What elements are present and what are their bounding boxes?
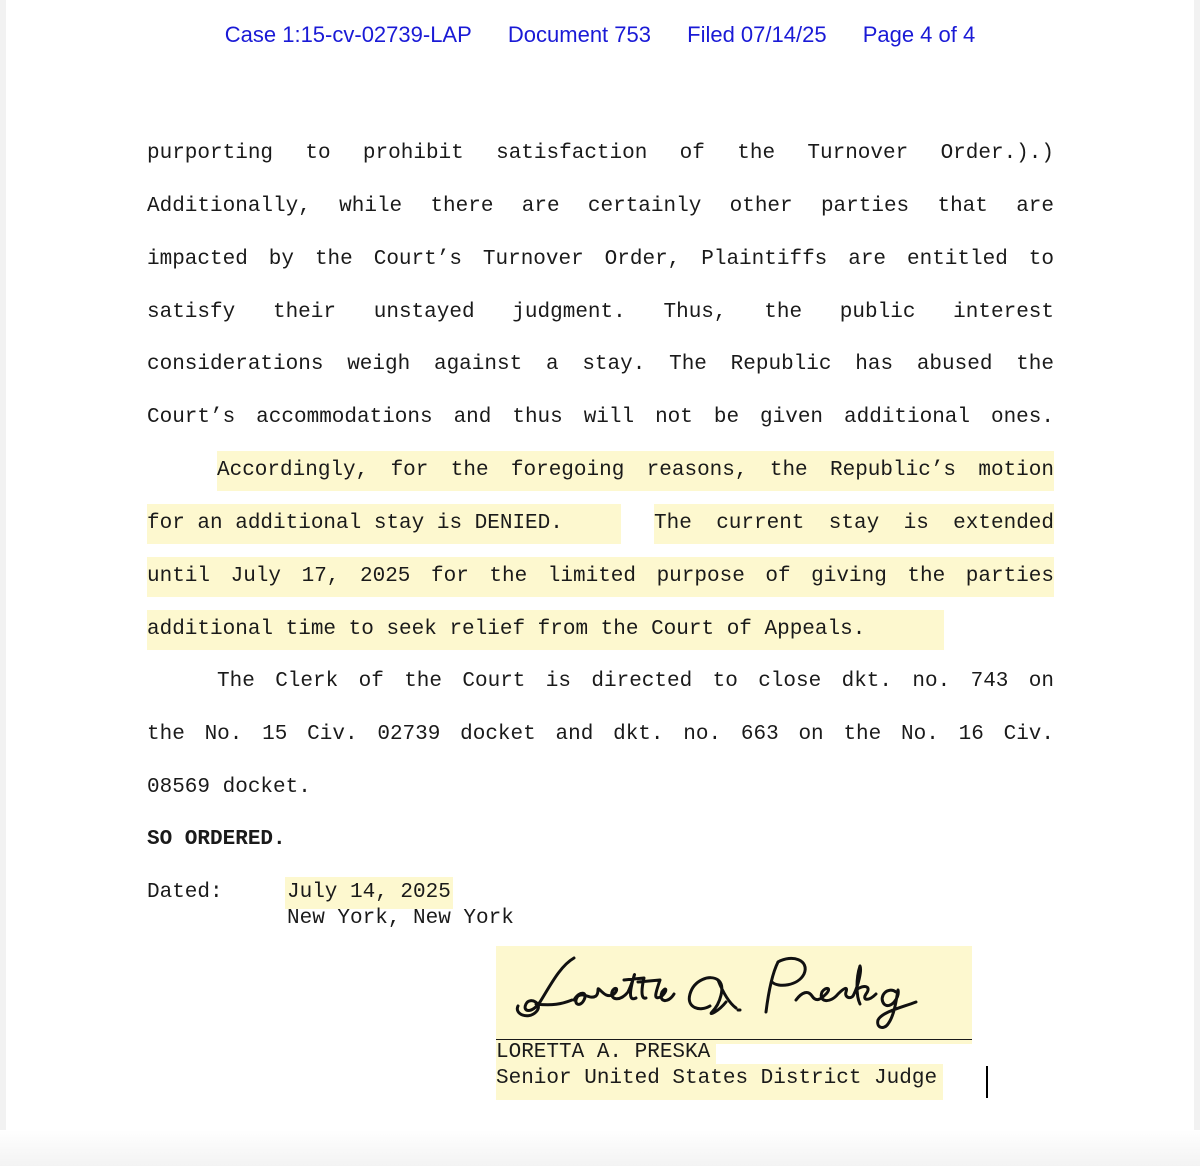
order-line: The current stay is extended — [654, 504, 1054, 544]
page-edge-bottom — [0, 1130, 1200, 1166]
case-number: Case 1:15-cv-02739-LAP — [224, 22, 472, 47]
page-number: Page 4 of 4 — [862, 22, 976, 47]
clerk-line: The Clerk of the Court is directed to close dkt. no. 743 on — [217, 670, 1054, 693]
filed-date: Filed 07/14/25 — [687, 22, 827, 47]
body-line: satisfy their unstayed judgment. Thus, the public interest — [147, 301, 1054, 324]
body-line: impacted by the Court’s Turnover Order, Plaintiffs are entitled to — [147, 248, 1054, 271]
dated-place: New York, New York — [287, 907, 514, 930]
dated-date: July 14, 2025 — [285, 877, 453, 909]
body-line: Additionally, while there are certainly other parties that are — [147, 195, 1054, 218]
order-line: until July 17, 2025 for the limited purpose of giving the parties — [147, 557, 1054, 597]
ecf-header — [0, 22, 1200, 48]
text-caret — [986, 1066, 988, 1098]
dated-label: Dated: — [147, 881, 223, 904]
page-edge-right — [1194, 0, 1200, 1166]
judge-name: LORETTA A. PRESKA — [496, 1040, 716, 1066]
body-line: Court’s accommodations and thus will not be given additional ones. — [147, 406, 1054, 429]
signature — [496, 946, 972, 1044]
so-ordered: SO ORDERED. — [147, 828, 286, 851]
judge-title: Senior United States District Judge — [496, 1064, 943, 1100]
order-line: additional time to seek relief from the Court of Appeals. — [147, 610, 944, 650]
body-line: purporting to prohibit satisfaction of the Turnover Order.).) — [147, 142, 1054, 165]
order-line: for an additional stay is DENIED. — [147, 504, 621, 544]
clerk-line: the No. 15 Civ. 02739 docket and dkt. no. 663 on the No. 16 Civ. — [147, 723, 1054, 746]
order-line: Accordingly, for the foregoing reasons, the Republic’s motion — [217, 451, 1054, 491]
body-line: considerations weigh against a stay. The Republic has abused the — [147, 353, 1054, 376]
signature-handwriting — [496, 946, 972, 1044]
page-edge-left — [0, 0, 6, 1166]
document-number: Document 753 — [507, 22, 651, 47]
clerk-line: 08569 docket. — [147, 776, 311, 799]
